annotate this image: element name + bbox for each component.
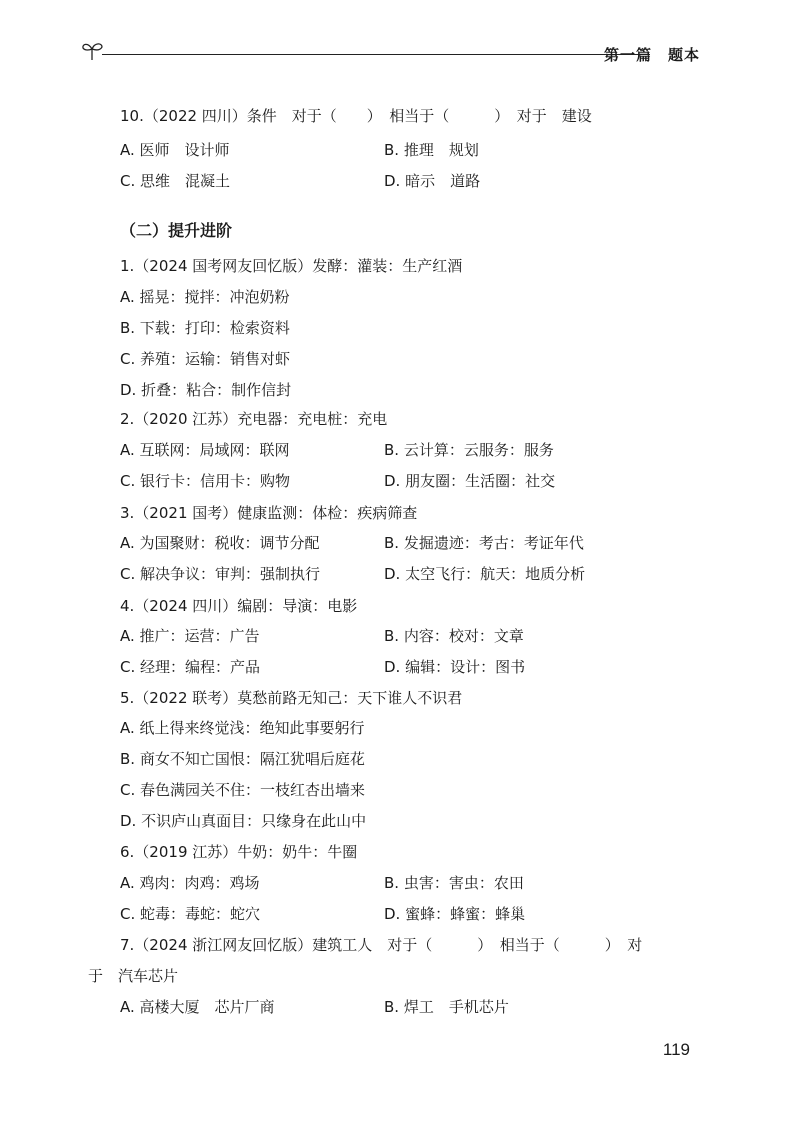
q6-option-d: D. 蜜蜂：蜂蜜：蜂巢 <box>384 905 526 923</box>
q4-option-a: A. 推广：运营：广告 <box>120 627 260 645</box>
q10-stem: 10.（2022 四川）条件 对于（ ） 相当于（ ） 对于 建设 <box>120 107 592 125</box>
q2-option-c: C. 银行卡：信用卡：购物 <box>120 472 291 490</box>
q3-option-d: D. 太空飞行：航天：地质分析 <box>384 565 586 583</box>
q1-option-c: C. 养殖：运输：销售对虾 <box>120 350 291 368</box>
q4-option-c: C. 经理：编程：产品 <box>120 658 261 676</box>
q5-option-b: B. 商女不知亡国恨：隔江犹唱后庭花 <box>120 750 365 768</box>
header-rule <box>102 54 650 55</box>
q10-option-b: B. 推理 规划 <box>384 141 479 159</box>
q7-stem-continued: 于 汽车芯片 <box>88 967 179 985</box>
q2-option-a: A. 互联网：局域网：联网 <box>120 441 290 459</box>
q2-option-b: B. 云计算：云服务：服务 <box>384 441 554 459</box>
page-header <box>80 38 700 68</box>
q3-option-c: C. 解决争议：审判：强制执行 <box>120 565 321 583</box>
q5-option-c: C. 春色满园关不住：一枝红杏出墙来 <box>120 781 366 799</box>
q10-option-d: D. 暗示 道路 <box>384 172 481 190</box>
q2-option-d: D. 朋友圈：生活圈：社交 <box>384 472 556 490</box>
q6-option-b: B. 虫害：害虫：农田 <box>384 874 524 892</box>
header-title: 第一篇 题本 <box>603 46 700 64</box>
q3-stem: 3.（2021 国考）健康监测：体检：疾病筛查 <box>120 504 418 522</box>
q4-option-d: D. 编辑：设计：图书 <box>384 658 526 676</box>
page-number: 119 <box>662 1040 690 1059</box>
q10-option-a: A. 医师 设计师 <box>120 141 230 159</box>
q6-stem: 6.（2019 江苏）牛奶：奶牛：牛圈 <box>120 843 358 861</box>
q3-option-a: A. 为国聚财：税收：调节分配 <box>120 534 320 552</box>
q10-option-c: C. 思维 混凝土 <box>120 172 231 190</box>
q7-stem: 7.（2024 浙江网友回忆版）建筑工人 对于（ ） 相当于（ ） 对 <box>120 936 643 954</box>
q6-option-c: C. 蛇毒：毒蛇：蛇穴 <box>120 905 261 923</box>
section-title: （二）提升进阶 <box>120 221 233 240</box>
q5-stem: 5.（2022 联考）莫愁前路无知己：天下谁人不识君 <box>120 689 463 707</box>
q1-stem: 1.（2024 国考网友回忆版）发酵：灌装：生产红酒 <box>120 257 463 275</box>
q2-stem: 2.（2020 江苏）充电器：充电桩：充电 <box>120 410 388 428</box>
q4-option-b: B. 内容：校对：文章 <box>384 627 524 645</box>
q6-option-a: A. 鸡肉：肉鸡：鸡场 <box>120 874 260 892</box>
q3-option-b: B. 发掘遗迹：考古：考证年代 <box>384 534 584 552</box>
sprout-icon <box>80 38 106 64</box>
q1-option-a: A. 摇晃：搅拌：冲泡奶粉 <box>120 288 290 306</box>
q1-option-b: B. 下载：打印：检索资料 <box>120 319 290 337</box>
q7-option-a: A. 高楼大厦 芯片厂商 <box>120 998 275 1016</box>
q5-option-d: D. 不识庐山真面目：只缘身在此山中 <box>120 812 367 830</box>
q4-stem: 4.（2024 四川）编剧：导演：电影 <box>120 597 358 615</box>
q5-option-a: A. 纸上得来终觉浅：绝知此事要躬行 <box>120 719 365 737</box>
q1-option-d: D. 折叠：粘合：制作信封 <box>120 381 292 399</box>
q7-option-b: B. 焊工 手机芯片 <box>384 998 509 1016</box>
